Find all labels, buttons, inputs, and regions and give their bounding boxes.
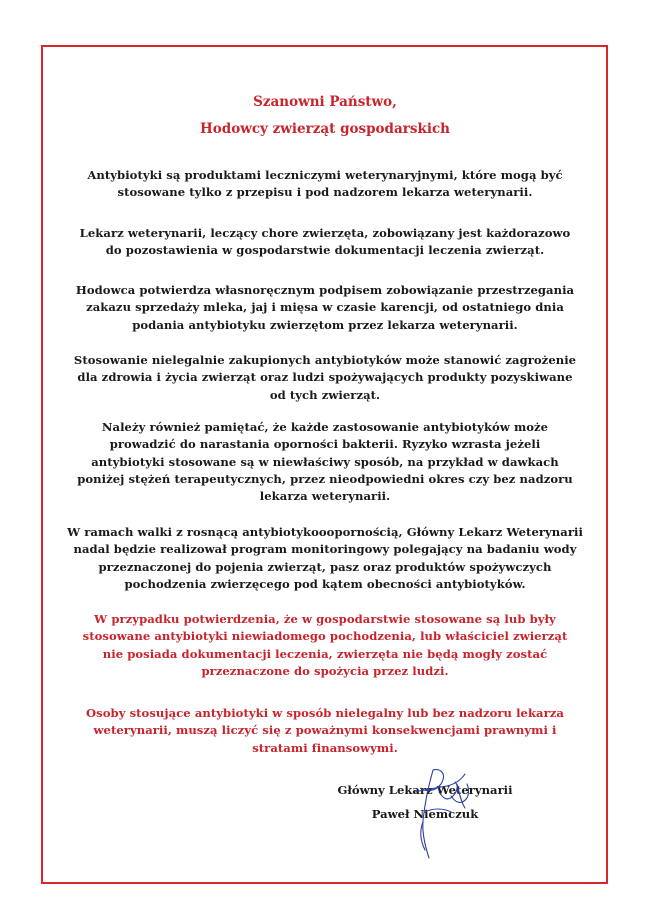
paragraph-line: stratami finansowymi. xyxy=(252,740,398,755)
paragraph-line: stosowane tylko z przepisu i pod nadzorem lekarza weterynarii. xyxy=(117,185,533,200)
salutation-line-2: Hodowcy zwierząt gospodarskich xyxy=(200,121,450,137)
salutation-line-1: Szanowni Państwo, xyxy=(253,94,397,110)
paragraph-line: antybiotyki stosowane są w niewłaściwy sposób, na przykład w dawkach xyxy=(91,454,559,469)
paragraph-line: Hodowca potwierdza własnoręcznym podpisem zobowiązanie przestrzegania xyxy=(75,283,575,297)
paragraph-line: prowadzić do narastania oporności bakterii. Ryzyko wzrasta jeżeli xyxy=(109,437,541,452)
paragraph-line: Osoby stosujące antybiotyki w sposób nielegalny lub bez nadzoru lekarza xyxy=(86,706,564,720)
paragraph-vet-documentation xyxy=(62,225,588,260)
paragraph-line: Należy również pamiętać, że każde zastosowanie antybiotyków może xyxy=(101,420,549,434)
paragraph-line: nadal będzie realizował program monitoringowy polegający na badaniu wody xyxy=(73,542,577,557)
paragraph-monitoring-program xyxy=(62,524,588,593)
paragraph-illegal-antibiotics xyxy=(62,352,588,404)
paragraph-line: poniżej stężeń terapeutycznych, przez nieodpowiedni okres czy bez nadzoru xyxy=(77,471,573,486)
paragraph-warning-confirmation xyxy=(62,611,588,680)
signatory-title: Główny Lekarz Weterynarii xyxy=(337,783,513,797)
handwritten-signature xyxy=(395,762,485,862)
paragraph-line: Lekarz weterynarii, leczący chore zwierzęta, zobowiązany jest każdorazowo xyxy=(79,226,571,240)
paragraph-line: weterynarii, muszą liczyć się z poważnymi konsekwencjami prawnymi i xyxy=(93,723,557,738)
paragraph-warning-consequences xyxy=(62,705,588,757)
paragraph-line: stosowane antybiotyki niewiadomego pochodzenia, lub właściciel zwierząt xyxy=(82,629,568,644)
paragraph-line: W ramach walki z rosnącą antybiotykooopornością, Główny Lekarz Weterynarii xyxy=(67,525,583,539)
paragraph-line: Stosowanie nielegalnie zakupionych antybiotyków może stanowić zagrożenie xyxy=(73,353,577,367)
paragraph-line: podania antybiotyku zwierzętom przez lekarza weterynarii. xyxy=(132,317,518,332)
paragraph-line: lekarza weterynarii. xyxy=(259,489,391,504)
paragraph-line: W przypadku potwierdzenia, że w gospodarstwie stosowane są lub były xyxy=(94,612,556,626)
paragraph-line: od tych zwierząt. xyxy=(269,387,381,402)
paragraph-line: zakazu sprzedaży mleka, jaj i mięsa w czasie karencji, od ostatniego dnia xyxy=(86,300,564,315)
paragraph-line: dla zdrowia i życia zwierząt oraz ludzi spożywających produkty pozyskiwane xyxy=(77,370,573,385)
paragraph-line: Antybiotyki są produktami leczniczymi weterynaryjnymi, które mogą być xyxy=(87,168,563,182)
paragraph-resistance xyxy=(62,419,588,505)
paragraph-line: przeznaczonej do pojenia zwierząt, pasz oraz produktów spożywczych xyxy=(98,559,552,574)
paragraph-withdrawal-period xyxy=(62,282,588,334)
signatory-name: Paweł Niemczuk xyxy=(371,807,479,821)
paragraph-line: pochodzenia zwierzęcego pod kątem obecności antybiotyków. xyxy=(124,576,526,591)
paragraph-antibiotics-prescription xyxy=(62,167,588,202)
paragraph-line: przeznaczone do spożycia przez ludzi. xyxy=(201,663,449,678)
paragraph-line: do pozostawienia w gospodarstwie dokumentacji leczenia zwierząt. xyxy=(105,243,545,258)
paragraph-line: nie posiada dokumentacji leczenia, zwierzęta nie będą mogły zostać xyxy=(102,646,548,661)
